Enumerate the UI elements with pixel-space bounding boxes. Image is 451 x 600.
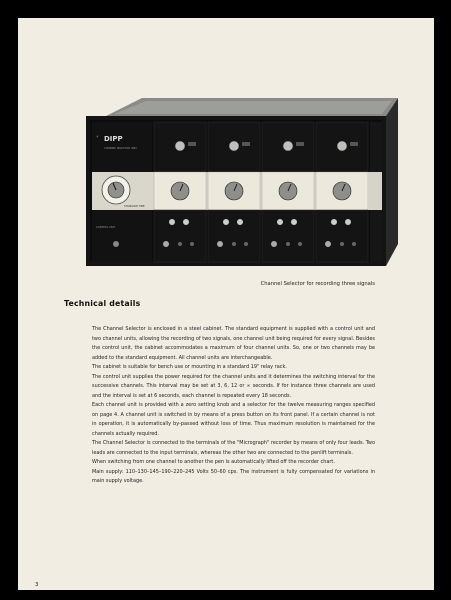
paragraph: When switching from one channel to another the pen is automatically lifted off the recorder chart.: [92, 459, 335, 465]
body-text: [92, 325, 375, 487]
paragraph: The Channel Selector is enclosed in a steel cabinet. The standard equipment is supplied with a control unit and two channel units, allowing the recording of two signals, one channel unit being required for every signal. Besides the control unit, the cabinet accommodates a maximum of four channel units. So, one or two channels may be added to the standard equipment. All channel units are interchangeable.: [92, 326, 375, 361]
control-panel-label: CHANNEL SELECTOR UNIT: [104, 147, 137, 150]
zero-knob[interactable]: [337, 141, 347, 151]
photo-caption: Channel Selector for recording three signals: [260, 281, 375, 287]
channel-unit-3: [262, 122, 314, 262]
zero-knob[interactable]: [229, 141, 239, 151]
paragraph: Main supply: 110–130–145–190–220–245 Volts 50–60 cps. The instrument is fully compensated for variations in main supply voltage.: [92, 468, 375, 484]
channel-press-button[interactable]: [217, 241, 223, 247]
channel-unit-1: [154, 122, 206, 262]
zero-knob[interactable]: [175, 141, 185, 151]
page-number: 3: [35, 582, 39, 588]
brand-label: DIPP: [104, 135, 123, 143]
channel-press-button[interactable]: [325, 241, 331, 247]
channel-unit-2: [208, 122, 260, 262]
channel-unit-4: [316, 122, 368, 262]
power-button[interactable]: [113, 241, 119, 247]
section-title: Technical details: [64, 299, 141, 308]
paragraph: The cabinet is suitable for bench use or mounting in a standard 19" relay rack.: [92, 364, 287, 370]
channel-press-button[interactable]: [163, 241, 169, 247]
document-page: [18, 18, 434, 590]
knob-label: STANDARD TIME: [124, 205, 145, 208]
device-photo: [86, 94, 398, 272]
channel-press-button[interactable]: [271, 241, 277, 247]
brand-logo: ⚡: [96, 134, 99, 139]
paragraph: The Channel Selector is connected to the terminals of the "Micrograph" recorder by means of only four leads. Two leads are connected to the input terminals, whereas the other two are connected to the penlift terminals.: [92, 440, 375, 456]
paragraph: Each channel unit is provided with a zero setting knob and a selector for the twelve measuring ranges specified on page 4. A channel unit is switched in by means of a press button on its front panel. If a certain channel is not in operation, it is automatically by-passed without loss of time. Thus maximum resolution is maintained for the channels actually required.: [92, 402, 375, 437]
zero-knob[interactable]: [283, 141, 293, 151]
control-unit-label: CONTROL UNIT: [96, 226, 115, 229]
paragraph: The control unit supplies the power required for the channel units and it determines the switching interval for the successive channels. This interval may be set at 3, 6, 12 or ∞ seconds. If for instance three channels are used and the interval is set at 6 seconds, each channel is repeated every 18 seconds.: [92, 373, 375, 399]
